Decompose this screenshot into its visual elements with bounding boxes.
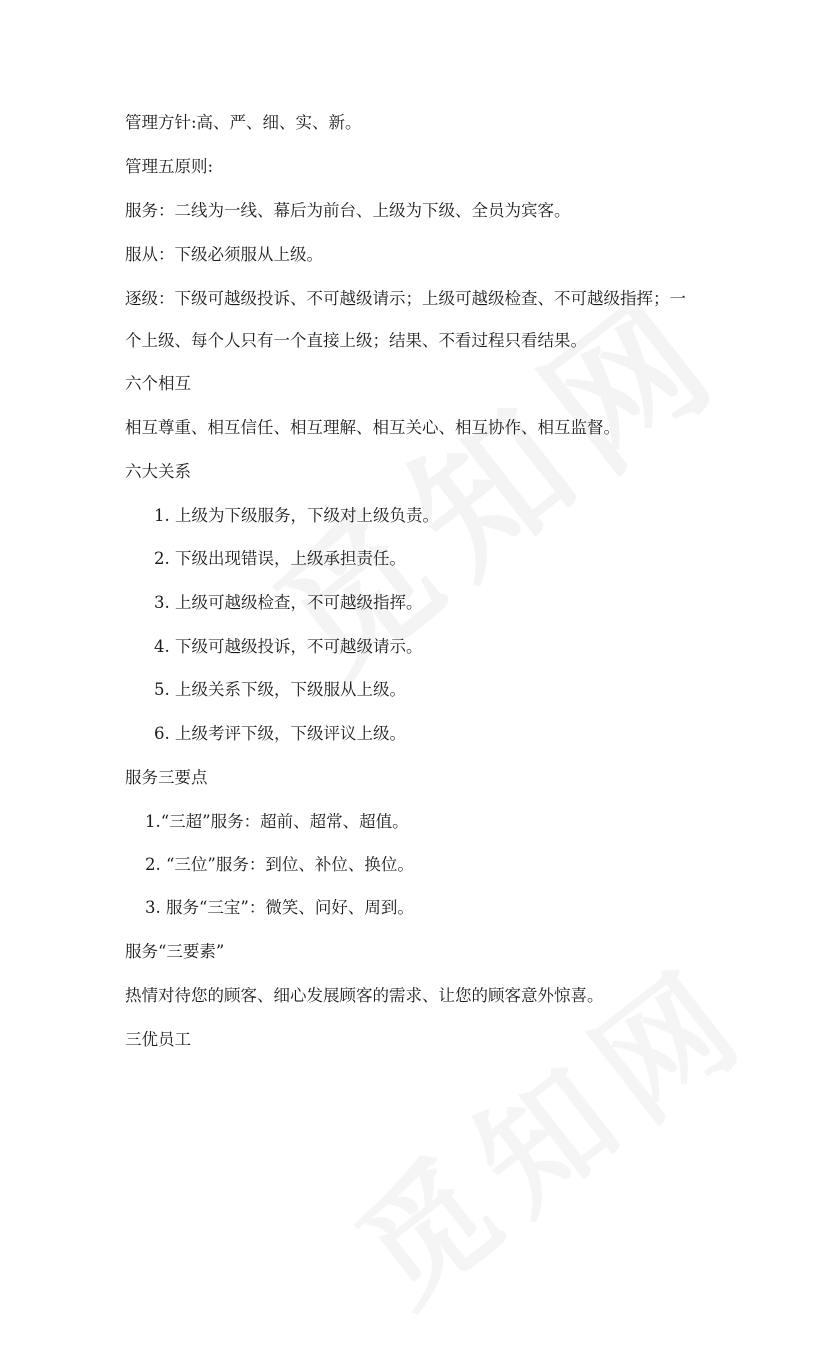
six-mutual-content: 相互尊重、相互信任、相互理解、相互关心、相互协作、相互监督。 [125, 418, 620, 437]
list-item: 6. 上级考评下级，下级评议上级。 [154, 724, 406, 743]
list-item: 4. 下级可越级投诉，不可越级请示。 [154, 637, 423, 656]
list-item: 2. 下级出现错误，上级承担责任。 [154, 549, 406, 568]
list-item: 2. “三位”服务：到位、补位、换位。 [145, 855, 414, 874]
management-policy: 管理方针:高、严、细、实、新。 [125, 113, 362, 132]
principle-step-by-step-cont: 个上级、每个人只有一个直接上级；结果、不看过程只看结果。 [125, 331, 587, 350]
heading-service-three-elements: 服务“三要素” [125, 942, 225, 961]
principle-obey: 服从：下级必须服从上级。 [125, 245, 323, 264]
list-item: 1. 上级为下级服务，下级对上级负责。 [154, 506, 439, 525]
list-item: 3. 上级可越级检查，不可越级指挥。 [154, 593, 423, 612]
list-item: 5. 上级关系下级，下级服从上级。 [154, 680, 406, 699]
principle-step-by-step: 逐级：下级可越级投诉、不可越级请示；上级可越级检查、不可越级指挥；一 [125, 289, 686, 308]
heading-six-relations: 六大关系 [125, 462, 191, 481]
three-elements-content: 热情对待您的顾客、细心发展顾客的需求、让您的顾客意外惊喜。 [125, 986, 604, 1005]
heading-six-mutual: 六个相互 [125, 374, 191, 393]
list-item: 1.“三超”服务：超前、超常、超值。 [145, 812, 409, 831]
heading-five-principles: 管理五原则: [125, 157, 214, 176]
list-item: 3. 服务“三宝”：微笑、问好、周到。 [145, 898, 414, 917]
principle-service: 服务：二线为一线、幕后为前台、上级为下级、全员为宾客。 [125, 201, 571, 220]
heading-service-three-points: 服务三要点 [125, 768, 208, 787]
heading-three-excellent-staff: 三优员工 [125, 1030, 191, 1049]
